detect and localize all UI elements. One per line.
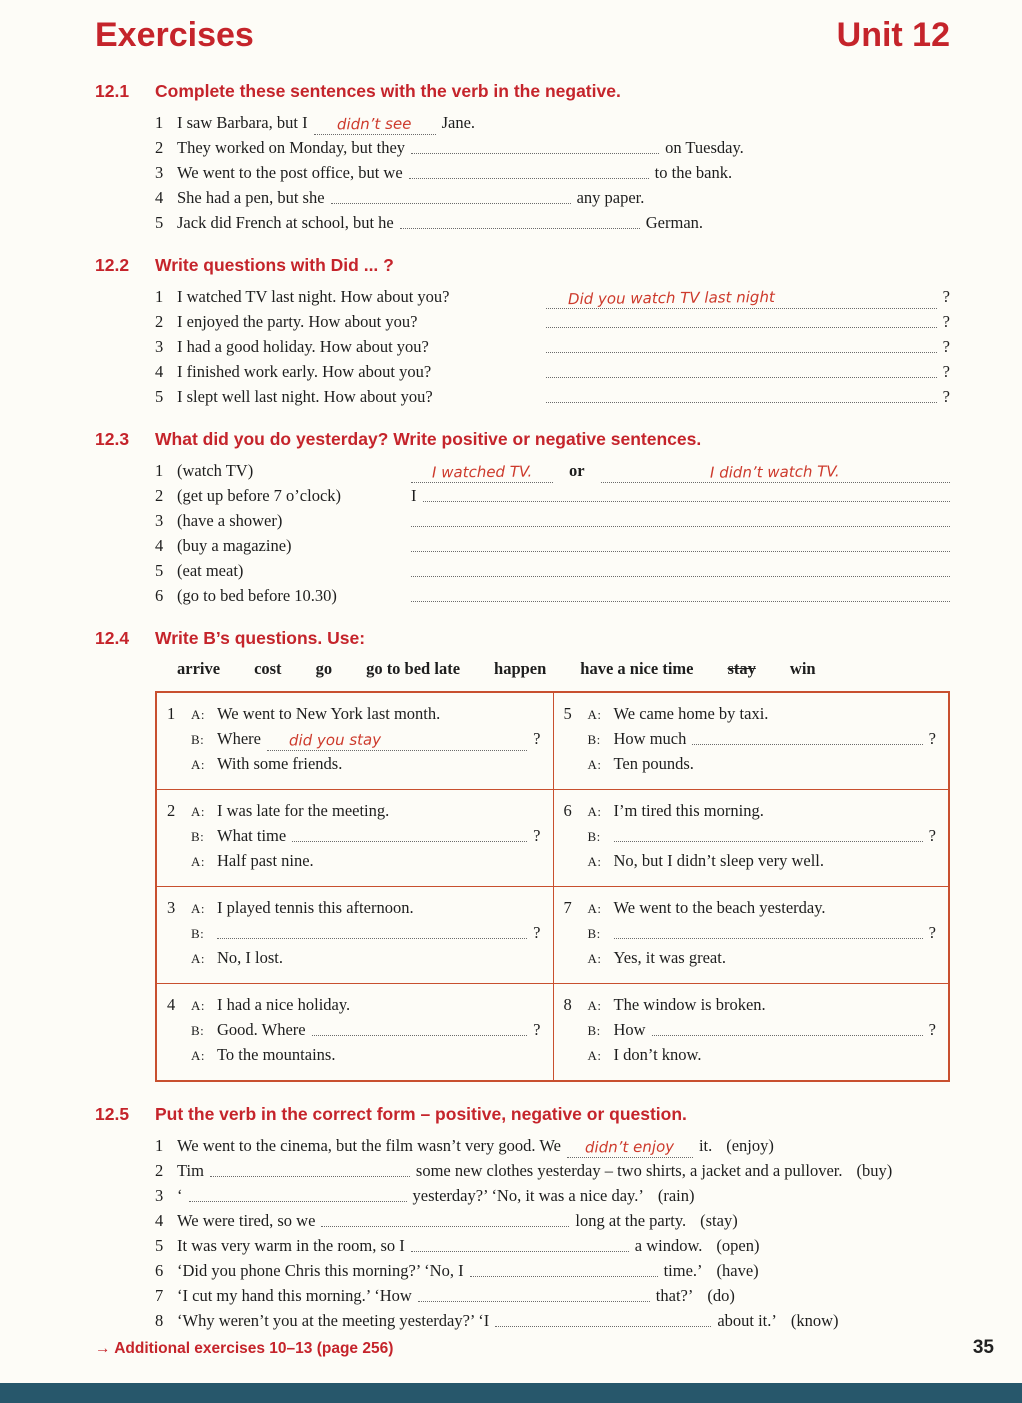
- item-number: 3: [155, 1186, 164, 1205]
- speaker-label: A:: [587, 804, 602, 819]
- section-title: What did you do yesterday? Write positive or negative sentences.: [155, 429, 702, 449]
- speaker-label: B:: [587, 732, 601, 747]
- exercise-items: [155, 458, 950, 608]
- item-number: 1: [155, 287, 164, 306]
- exercise-item: [155, 1133, 950, 1158]
- dialogue-line: [191, 799, 541, 824]
- exercise-item: [155, 110, 950, 135]
- exercise-items: [155, 1133, 950, 1333]
- question-mark: ?: [928, 1020, 936, 1039]
- question-mark: ?: [942, 387, 950, 406]
- dialogue-line: [588, 946, 937, 971]
- question-mark: ?: [942, 337, 950, 356]
- section-title: Complete these sentences with the verb in the negative.: [155, 81, 621, 101]
- dialogue-text: I was late for the meeting.: [217, 801, 390, 820]
- exercise-item: [155, 359, 950, 384]
- handwritten-answer: did you stay: [288, 730, 382, 750]
- item-cue: (buy a magazine): [177, 536, 292, 555]
- speaker-label: B:: [587, 926, 601, 941]
- blank-line: [189, 1185, 407, 1202]
- exercise-item: [155, 558, 950, 583]
- item-text: long at the party.: [575, 1211, 687, 1230]
- item-text: time.’: [663, 1261, 703, 1280]
- item-text: about it.’: [717, 1311, 777, 1330]
- dialogue-text: Good. Where: [217, 1020, 306, 1039]
- page-footer: [95, 1337, 994, 1359]
- additional-exercises-note: → Additional exercises 10–13 (page 256): [95, 1340, 394, 1357]
- item-number: 1: [155, 1136, 164, 1155]
- blank-line: [614, 922, 923, 939]
- cell-number: 1: [167, 704, 176, 723]
- verb-cue: (rain): [657, 1186, 695, 1205]
- speaker-label: A:: [587, 998, 602, 1013]
- dialogue-text: With some friends.: [217, 754, 343, 773]
- word-bank-item: cost: [254, 659, 282, 678]
- dialogue-text: I had a nice holiday.: [217, 995, 351, 1014]
- question-mark: ?: [928, 729, 936, 748]
- item-text: yesterday?’ ‘No, it was a nice day.’: [412, 1186, 644, 1205]
- dialogue-text: How much: [613, 729, 687, 748]
- dialogue-line: [191, 849, 541, 874]
- dialogue-line: [191, 702, 541, 727]
- speaker-label: A:: [587, 1048, 602, 1063]
- table-cell: [157, 886, 553, 983]
- dialogue-text: Yes, it was great.: [613, 948, 726, 967]
- speaker-label: A:: [191, 951, 205, 966]
- blank-line: [411, 137, 659, 154]
- question-mark: ?: [942, 312, 950, 331]
- table-cell: [157, 789, 553, 886]
- item-number: 4: [155, 1211, 164, 1230]
- item-number: 2: [155, 1161, 164, 1180]
- dialogue-text: No, I lost.: [217, 948, 283, 967]
- dialogue-line: [588, 921, 937, 946]
- question-mark: ?: [533, 1020, 541, 1039]
- page-number: 35: [972, 1337, 994, 1358]
- dialogue-text: I’m tired this morning.: [613, 801, 764, 820]
- item-text: ‘I cut my hand this morning.’ ‘How: [177, 1286, 412, 1305]
- item-number: 6: [155, 1261, 164, 1280]
- dialogue-line: [191, 1018, 541, 1043]
- word-bank-item: happen: [494, 659, 547, 678]
- dialogue-text: We came home by taxi.: [613, 704, 769, 723]
- verb-cue: (do): [707, 1286, 735, 1305]
- blank-line: [418, 1285, 650, 1302]
- word-bank-item: go to bed late: [366, 659, 461, 678]
- section-heading: [95, 1104, 950, 1125]
- verb-cue: (open): [716, 1236, 760, 1255]
- dialogue-text: Half past nine.: [217, 851, 314, 870]
- table-cell: [157, 983, 553, 1080]
- exercise-items: [155, 110, 950, 235]
- item-cue: (watch TV): [177, 461, 254, 480]
- item-text: I saw Barbara, but I: [177, 113, 308, 132]
- item-number: 3: [155, 337, 164, 356]
- blank-line: [601, 462, 950, 483]
- speaker-label: B:: [191, 926, 205, 941]
- item-number: 4: [155, 188, 164, 207]
- speaker-label: B:: [587, 1023, 601, 1038]
- dialogue-text: Where: [217, 729, 261, 748]
- question-mark: ?: [533, 729, 541, 748]
- question-mark: ?: [942, 287, 950, 306]
- question-mark: ?: [928, 923, 936, 942]
- blank-line: [567, 1137, 693, 1158]
- speaker-label: A:: [587, 854, 602, 869]
- dialogue-line: [588, 727, 937, 752]
- handwritten-answer: Did you watch TV last night: [567, 287, 775, 309]
- item-text: It was very warm in the room, so I: [177, 1236, 405, 1255]
- section-number: 12.2: [95, 255, 130, 275]
- handwritten-answer: didn’t see: [337, 114, 412, 134]
- dialogue-text: I played tennis this afternoon.: [217, 898, 414, 917]
- item-text: I finished work early. How about you?: [177, 362, 432, 381]
- section-number: 12.4: [95, 628, 130, 648]
- exercise-item: [155, 210, 950, 235]
- speaker-label: A:: [191, 1048, 205, 1063]
- or-label: or: [569, 461, 585, 480]
- blank-line: [411, 462, 553, 483]
- item-text: German.: [645, 213, 704, 232]
- exercise-item: [155, 458, 950, 483]
- exercise-item: [155, 1258, 950, 1283]
- item-text: They worked on Monday, but they: [177, 138, 406, 157]
- item-text: I slept well last night. How about you?: [177, 387, 433, 406]
- blank-line: [321, 1210, 569, 1227]
- cell-number: 8: [563, 995, 572, 1014]
- blank-line: [411, 1235, 629, 1252]
- word-bank-item-crossed-out: stay: [727, 659, 756, 678]
- question-mark: ?: [533, 826, 541, 845]
- item-text: We went to the post office, but we: [177, 163, 403, 182]
- dialogue-line: [588, 799, 937, 824]
- item-number: 8: [155, 1311, 164, 1330]
- blank-line: [314, 114, 436, 135]
- speaker-label: A:: [191, 854, 205, 869]
- question-mark: ?: [942, 362, 950, 381]
- section-heading: [95, 628, 950, 649]
- item-text: Jack did French at school, but he: [177, 213, 394, 232]
- word-bank-item: go: [315, 659, 333, 678]
- blank-line: [470, 1260, 658, 1277]
- speaker-label: A:: [191, 757, 205, 772]
- speaker-label: B:: [191, 829, 205, 844]
- item-text: a window.: [634, 1236, 703, 1255]
- blank-line: [411, 510, 950, 527]
- dialogue-line: [588, 1018, 937, 1043]
- item-number: 4: [155, 536, 164, 555]
- dialogue-text: No, but I didn’t sleep very well.: [613, 851, 824, 870]
- verb-cue: (have): [716, 1261, 759, 1280]
- dialogue-line: [588, 896, 937, 921]
- cell-number: 5: [563, 704, 572, 723]
- section-heading: [95, 255, 950, 276]
- dialogue-text: We went to the beach yesterday.: [613, 898, 826, 917]
- dialogue-line: [588, 1043, 937, 1068]
- handwritten-answer: I didn’t watch TV.: [710, 462, 841, 482]
- section-number: 12.1: [95, 81, 130, 101]
- dialogue-line: [588, 993, 937, 1018]
- dialogue-line: [191, 921, 541, 946]
- dialogue-text: What time: [217, 826, 287, 845]
- dialogue-text: I don’t know.: [613, 1045, 702, 1064]
- item-text: I enjoyed the party. How about you?: [177, 312, 418, 331]
- page-title: Exercises: [95, 16, 254, 54]
- exercise-item: [155, 1308, 950, 1333]
- item-text: ‘Did you phone Chris this morning?’ ‘No, I: [177, 1261, 464, 1280]
- speaker-label: A:: [587, 757, 602, 772]
- exercise-item: [155, 135, 950, 160]
- blank-line: [411, 560, 950, 577]
- table-cell: [553, 789, 949, 886]
- exercise-item: [155, 384, 950, 409]
- dialogue-line: [588, 702, 937, 727]
- dialogue-line: [191, 896, 541, 921]
- exercise-item: [155, 284, 950, 309]
- item-cue: (eat meat): [177, 561, 244, 580]
- cell-number: 7: [563, 898, 572, 917]
- blank-line: [217, 922, 527, 939]
- table-cell: [553, 886, 949, 983]
- blank-line: [546, 336, 937, 353]
- table-cell: [553, 983, 949, 1080]
- item-number: 5: [155, 387, 164, 406]
- speaker-label: B:: [191, 1023, 205, 1038]
- blank-line: [267, 730, 527, 751]
- item-number: 4: [155, 362, 164, 381]
- handwritten-answer: I watched TV.: [431, 462, 533, 482]
- speaker-label: B:: [587, 829, 601, 844]
- blank-line: [292, 825, 527, 842]
- section-number: 12.3: [95, 429, 130, 449]
- section-12-3: [95, 429, 950, 608]
- item-number: 6: [155, 586, 164, 605]
- dialogue-text: Ten pounds.: [613, 754, 694, 773]
- item-text: any paper.: [576, 188, 645, 207]
- item-number: 1: [155, 461, 164, 480]
- dialogue-line: [588, 824, 937, 849]
- word-bank-item: have a nice time: [580, 659, 694, 678]
- word-bank: [177, 659, 950, 679]
- blank-line: [411, 585, 950, 602]
- item-number: 3: [155, 511, 164, 530]
- section-number: 12.5: [95, 1104, 130, 1124]
- table-cell: [157, 693, 553, 789]
- exercise-item: [155, 1233, 950, 1258]
- item-cue: (have a shower): [177, 511, 283, 530]
- item-text: I had a good holiday. How about you?: [177, 337, 429, 356]
- word-bank-item: arrive: [177, 659, 221, 678]
- blank-line: [692, 728, 922, 745]
- blank-line: [331, 187, 571, 204]
- item-text: that?’: [655, 1286, 694, 1305]
- blank-line: [546, 311, 937, 328]
- blank-line: [411, 535, 950, 552]
- cell-number: 6: [563, 801, 572, 820]
- item-text: on Tuesday.: [665, 138, 744, 157]
- exercise-item: [155, 533, 950, 558]
- blank-line: [210, 1160, 410, 1177]
- verb-cue: (know): [790, 1311, 839, 1330]
- section-12-1: [95, 81, 950, 235]
- table-cell: [553, 693, 949, 789]
- item-text: I watched TV last night. How about you?: [177, 287, 450, 306]
- item-text: She had a pen, but she: [177, 188, 325, 207]
- dialogue-line: [191, 727, 541, 752]
- dialogue-table: [155, 691, 950, 1082]
- exercise-item: [155, 334, 950, 359]
- item-text: some new clothes yesterday – two shirts, a jacket and a pullover.: [415, 1161, 843, 1180]
- blank-line: [495, 1310, 711, 1327]
- blank-line: [546, 287, 937, 309]
- handwritten-answer: didn’t enjoy: [585, 1137, 675, 1157]
- verb-cue: (buy): [856, 1161, 893, 1180]
- blank-line: [423, 485, 951, 502]
- cell-number: 3: [167, 898, 176, 917]
- dialogue-line: [191, 752, 541, 777]
- dialogue-line: [588, 752, 937, 777]
- question-mark: ?: [928, 826, 936, 845]
- question-mark: ?: [533, 923, 541, 942]
- dialogue-text: How: [613, 1020, 646, 1039]
- exercise-item: [155, 309, 950, 334]
- item-text: Jane.: [441, 113, 476, 132]
- blank-line: [546, 361, 937, 378]
- dialogue-text: The window is broken.: [613, 995, 766, 1014]
- speaker-label: A:: [587, 901, 602, 916]
- dialogue-text: To the mountains.: [217, 1045, 336, 1064]
- dialogue-text: We went to New York last month.: [217, 704, 441, 723]
- blank-line: [614, 825, 923, 842]
- page-header: [0, 0, 1022, 55]
- section-12-2: [95, 255, 950, 409]
- cell-number: 4: [167, 995, 176, 1014]
- verb-cue: (stay): [700, 1211, 738, 1230]
- speaker-label: A:: [191, 804, 205, 819]
- verb-cue: (enjoy): [726, 1136, 774, 1155]
- blank-line: [400, 212, 640, 229]
- speaker-label: A:: [191, 998, 205, 1013]
- dialogue-line: [191, 1043, 541, 1068]
- dialogue-line: [191, 946, 541, 971]
- section-title: Write questions with Did ... ?: [155, 255, 394, 275]
- item-number: 5: [155, 1236, 164, 1255]
- item-number: 1: [155, 113, 164, 132]
- item-cue: (get up before 7 o’clock): [177, 486, 342, 505]
- exercise-item: [155, 1183, 950, 1208]
- exercise-item: [155, 583, 950, 608]
- item-number: 5: [155, 213, 164, 232]
- exercise-items: [155, 284, 950, 409]
- dialogue-line: [191, 993, 541, 1018]
- unit-label: Unit 12: [836, 16, 950, 54]
- section-12-5: [95, 1104, 950, 1333]
- blank-line: [312, 1019, 528, 1036]
- item-cue: (go to bed before 10.30): [177, 586, 337, 605]
- item-number: 5: [155, 561, 164, 580]
- exercise-item: [155, 185, 950, 210]
- item-text: it.: [698, 1136, 713, 1155]
- exercise-item: [155, 508, 950, 533]
- exercise-item: [155, 1283, 950, 1308]
- item-number: 2: [155, 312, 164, 331]
- item-text: I: [411, 486, 417, 505]
- item-text: ‘Why weren’t you at the meeting yesterday?’ ‘I: [177, 1311, 490, 1330]
- speaker-label: B:: [191, 732, 205, 747]
- speaker-label: A:: [191, 707, 205, 722]
- section-heading: [95, 81, 950, 102]
- exercise-item: [155, 1158, 950, 1183]
- word-bank-item: win: [789, 659, 816, 678]
- item-text: ‘: [177, 1186, 183, 1205]
- item-number: 3: [155, 163, 164, 182]
- item-number: 2: [155, 486, 164, 505]
- item-number: 2: [155, 138, 164, 157]
- exercise-item: [155, 1208, 950, 1233]
- dialogue-line: [191, 824, 541, 849]
- exercise-item: [155, 483, 950, 508]
- section-heading: [95, 429, 950, 450]
- dialogue-line: [588, 849, 937, 874]
- blank-line: [409, 162, 649, 179]
- cell-number: 2: [167, 801, 176, 820]
- item-text: We went to the cinema, but the film wasn’t very good. We: [177, 1136, 561, 1155]
- blank-line: [546, 386, 937, 403]
- speaker-label: A:: [191, 901, 205, 916]
- blank-line: [652, 1019, 923, 1036]
- item-number: 7: [155, 1286, 164, 1305]
- item-text: Tim: [177, 1161, 204, 1180]
- exercise-item: [155, 160, 950, 185]
- speaker-label: A:: [587, 707, 602, 722]
- section-12-4: [95, 628, 950, 1082]
- section-title: Write B’s questions. Use:: [155, 628, 366, 648]
- item-text: We were tired, so we: [177, 1211, 316, 1230]
- item-text: to the bank.: [654, 163, 733, 182]
- speaker-label: A:: [587, 951, 602, 966]
- section-title: Put the verb in the correct form – positive, negative or question.: [155, 1104, 687, 1124]
- bottom-color-bar: [0, 1383, 1022, 1403]
